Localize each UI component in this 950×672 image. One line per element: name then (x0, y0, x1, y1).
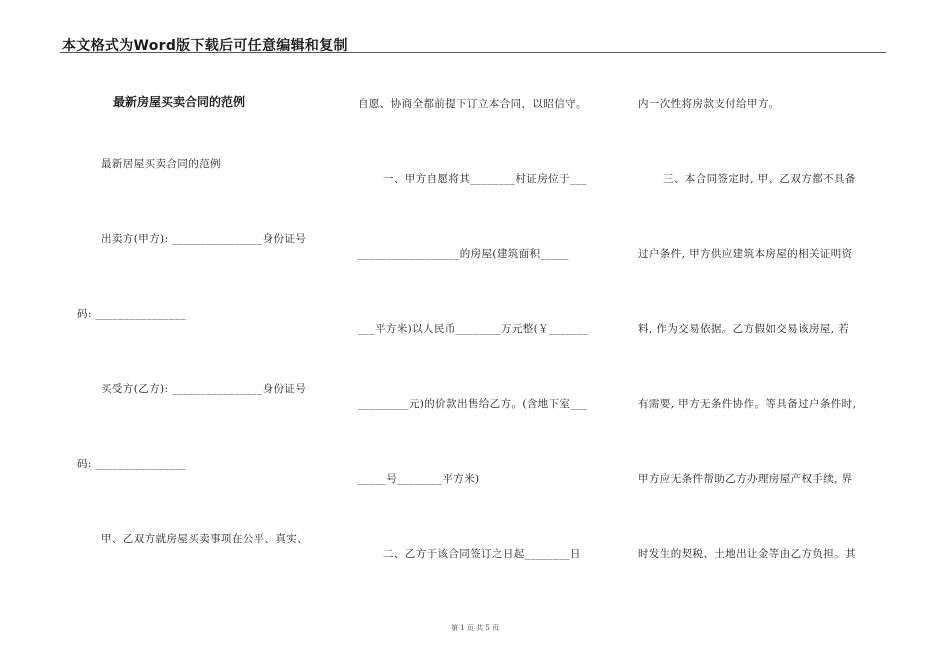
buyer-id-line: 码: ________________ (77, 458, 186, 470)
text-line: 内一次性将房款支付给甲方。 (638, 98, 780, 110)
text-line: 料, 作为交易依据。乙方假如交易该房屋, 若 (638, 323, 850, 335)
seller-line: 出卖方(甲方): ________________身份证号 (101, 233, 307, 245)
text-line: 时发生的契税、土地出让金等由乙方负担。其 (638, 548, 856, 560)
text-line: ___平方米)以人民币________万元整(￥_______ (358, 323, 589, 335)
text-line: 甲方应无条件帮助乙方办理房屋产权手续, 界 (638, 473, 853, 485)
text-line: 最新居屋买卖合同的范例 (101, 158, 221, 170)
page-number: 第 1 页 共 5 页 (450, 624, 500, 632)
document-title: 最新房屋买卖合同的范例 (113, 95, 246, 109)
text-line: 过户条件, 甲方供应建筑本房屋的相关证明资 (638, 248, 853, 260)
text-line: __________________的房屋(建筑面积_____ (358, 248, 569, 260)
text-line: _____号________平方米) (358, 473, 480, 485)
text-line: _________元)的价款出售给乙方。(含地下室___ (358, 398, 588, 410)
buyer-line: 买受方(乙方): ________________身份证号 (101, 383, 307, 395)
text-line: 甲、乙双方就房屋买卖事项在公平、真实、 (101, 533, 309, 545)
text-line: 有需要, 甲方无条件协作。等具备过户条件时, (638, 398, 857, 410)
seller-id-line: 码: ________________ (77, 308, 186, 320)
text-line: 自愿、协商全都前提下订立本合同，以昭信守。 (358, 98, 587, 110)
header-divider (60, 52, 886, 53)
clause-3-line: 三、本合同签定时, 甲、乙双方都不具备 (663, 173, 856, 185)
clause-2-line: 二、乙方于该合同签订之日起________日 (383, 548, 581, 560)
header-banner: 本文格式为Word版下载后可任意编辑和复制 (62, 38, 348, 54)
clause-1-line: 一、甲方自愿将其________村证房位于___ (383, 173, 587, 185)
